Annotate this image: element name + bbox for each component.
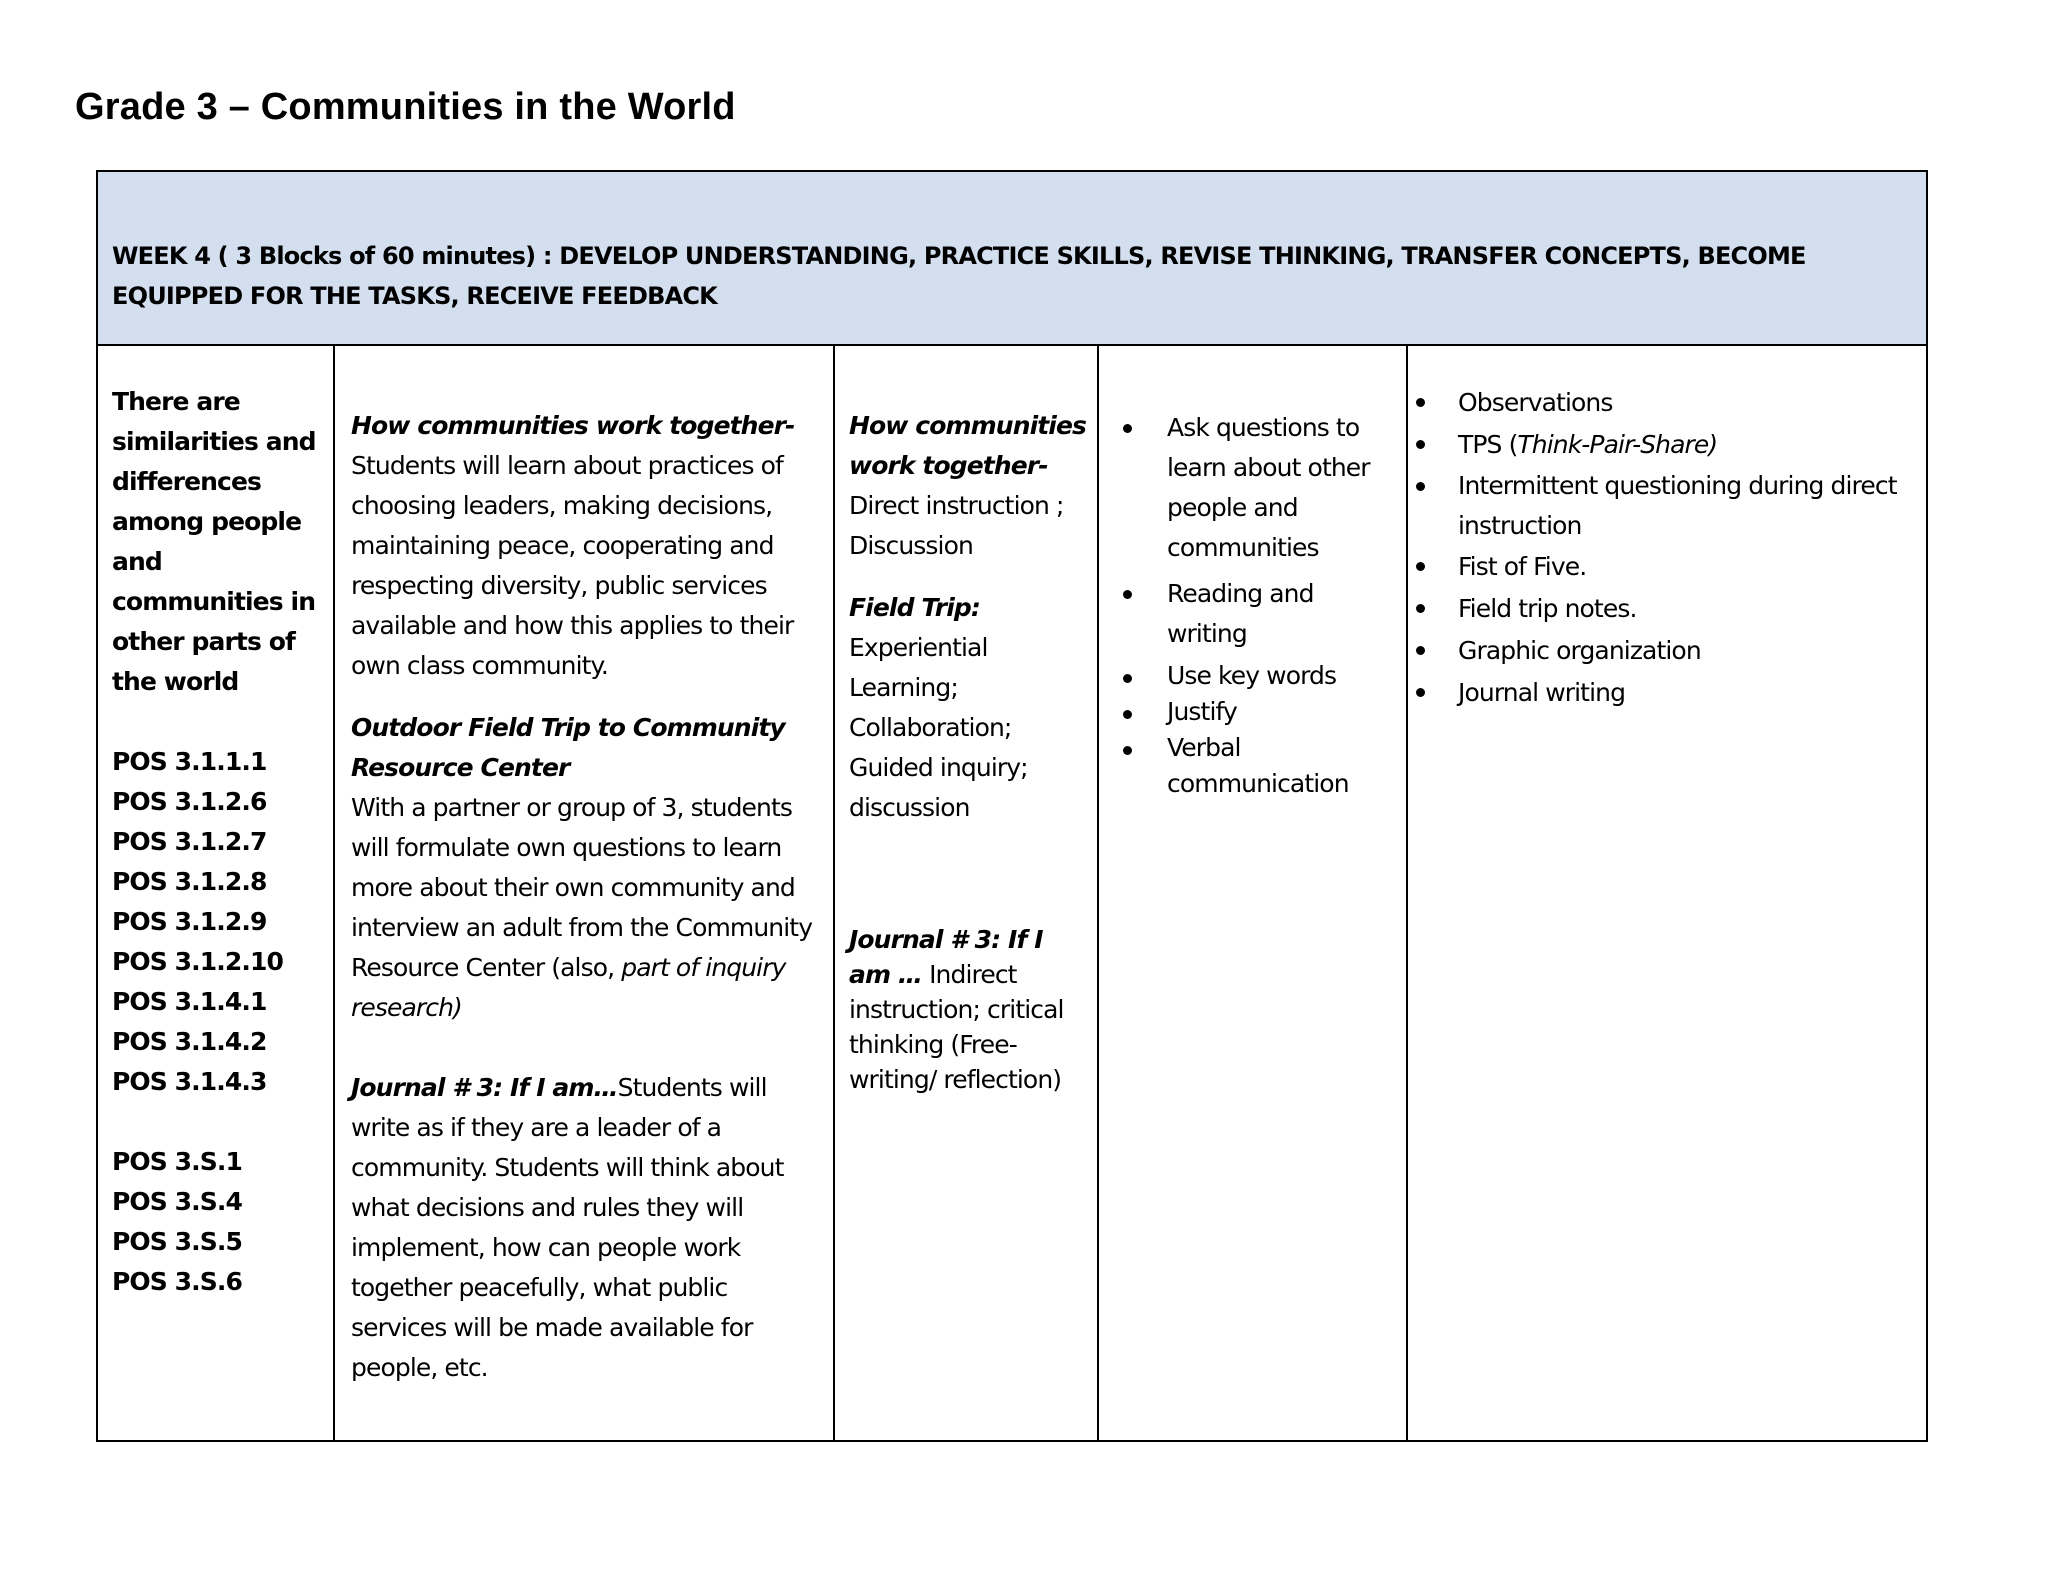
column-strategies (833, 346, 1097, 1440)
column-assessment (1406, 346, 1928, 1440)
list-item: Journal writing (1408, 672, 1918, 714)
strategy-text (849, 922, 1089, 1097)
pos-item: POS 3.1.4.2 (112, 1027, 267, 1056)
bullet-icon (1123, 674, 1132, 683)
activity-text-part: With a partner or group of 3, students will formulate own questions to learn more about their own community and interview an adult from the Community Resource Center (also, (351, 793, 813, 982)
column-learning-activities (333, 346, 833, 1440)
pos-item: POS 3.1.2.8 (112, 867, 267, 896)
pos-list-2 (112, 1142, 332, 1302)
bullet-icon (1416, 440, 1425, 449)
activity-heading: How communities work together- (351, 411, 795, 440)
bullet-icon (1416, 688, 1425, 697)
pos-item: POS 3.S.5 (112, 1227, 242, 1256)
understanding-text: There are similarities and differences among people and communities in other parts of the world (112, 387, 316, 696)
lesson-plan-table (96, 170, 1928, 1442)
list-item: Graphic organization (1408, 630, 1918, 672)
strategy-text-part: Indirect instruction; critical thinking (Free-writing/ reflection) (849, 960, 1064, 1094)
strategy-heading: How communities work together- (849, 411, 1087, 480)
pos-item: POS 3.S.6 (112, 1267, 242, 1296)
bullet-icon (1123, 424, 1132, 433)
skills-list (1099, 408, 1399, 802)
strategy-text: Direct instruction ; Discussion (849, 491, 1064, 560)
pos-item: POS 3.1.2.7 (112, 827, 267, 856)
strategy-heading: Journal # 3: If I am … (849, 925, 1043, 989)
list-item: Verbal communication (1099, 730, 1399, 802)
pos-item: POS 3.1.2.9 (112, 907, 267, 936)
week-header-text: WEEK 4 ( 3 Blocks of 60 minutes) : DEVELOP UNDERSTANDING, PRACTICE SKILLS, REVISE THINKING, TRANSFER CONCEPTS, BECOME EQUIPPED FOR THE TASKS, RECEIVE FEEDBACK (112, 242, 1806, 310)
bullet-icon (1123, 710, 1132, 719)
strategy-text: Experiential Learning; Collaboration; Guided inquiry; discussion (849, 633, 1028, 822)
page-title: Grade 3 – Communities in the World (75, 86, 736, 128)
bullet-icon (1416, 604, 1425, 613)
activity-heading: Journal # 3: If I am… (351, 1073, 618, 1102)
pos-item: POS 3.S.1 (112, 1147, 242, 1176)
list-item: Ask questions to learn about other people and communities (1099, 408, 1399, 568)
column-understandings (98, 346, 333, 1440)
strategy-heading: Field Trip: (849, 593, 980, 622)
activity-text (351, 1068, 829, 1388)
activity-text-part: Students will write as if they are a leader of a community. Students will think about what decisions and rules they will implement, how can people work together peacefully, what public services will be made available for people, etc. (351, 1073, 784, 1382)
list-item: TPS (Think-Pair-Share) (1408, 424, 1918, 466)
activity-text: Students will learn about practices of choosing leaders, making decisions, maintaining peace, cooperating and respecting diversity, public services available and how this applies to their own class community. (351, 451, 794, 680)
bullet-icon (1416, 398, 1425, 407)
bullet-icon (1123, 590, 1132, 599)
bullet-icon (1123, 746, 1132, 755)
pos-list-1 (112, 742, 332, 1102)
list-item: Justify (1099, 694, 1399, 730)
pos-item: POS 3.S.4 (112, 1187, 242, 1216)
column-skills (1097, 346, 1406, 1440)
pos-item: POS 3.1.4.3 (112, 1067, 267, 1096)
assessment-list (1408, 382, 1918, 714)
list-item: Intermittent questioning during direct instruction (1408, 466, 1918, 546)
activity-heading: Outdoor Field Trip to Community Resource Center (351, 713, 785, 782)
list-item: Reading and writing (1099, 574, 1399, 654)
activity-text-italic: part of inquiry research) (351, 953, 786, 1022)
pos-item: POS 3.1.4.1 (112, 987, 267, 1016)
list-item: Observations (1408, 382, 1918, 424)
list-item: Use key words (1099, 658, 1399, 694)
pos-item: POS 3.1.2.10 (112, 947, 283, 976)
bullet-icon (1416, 562, 1425, 571)
bullet-icon (1416, 646, 1425, 655)
week-header (98, 172, 1926, 346)
list-item: Field trip notes. (1408, 588, 1918, 630)
bullet-icon (1416, 482, 1425, 491)
list-item: Fist of Five. (1408, 546, 1918, 588)
pos-item: POS 3.1.2.6 (112, 787, 267, 816)
activity-text (351, 788, 829, 1028)
pos-item: POS 3.1.1.1 (112, 747, 267, 776)
